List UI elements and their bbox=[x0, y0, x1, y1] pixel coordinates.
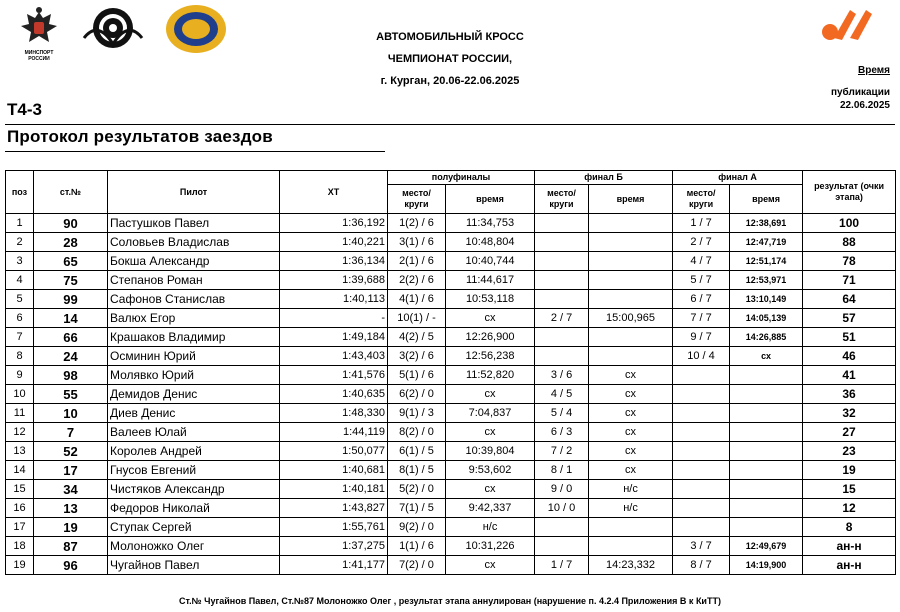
cell-fa-place bbox=[673, 366, 730, 385]
cell-pilot: Валеев Юлай bbox=[108, 423, 280, 442]
cell-fa-time: 12:47,719 bbox=[730, 233, 803, 252]
cell-fb-time: 14:23,332 bbox=[589, 556, 673, 575]
cell-fa-time: 12:53,971 bbox=[730, 271, 803, 290]
cell-start-no: 7 bbox=[34, 423, 108, 442]
col-final-b: финал Б bbox=[535, 171, 673, 185]
cell-fa-time: 14:05,139 bbox=[730, 309, 803, 328]
cell-sf-time: сх bbox=[446, 480, 535, 499]
cell-pilot: Сафонов Станислав bbox=[108, 290, 280, 309]
table-row bbox=[6, 461, 896, 480]
cell-pilot: Осминин Юрий bbox=[108, 347, 280, 366]
cell-pilot: Пастушков Павел bbox=[108, 214, 280, 233]
cell-sf-place: 2(2) / 6 bbox=[388, 271, 446, 290]
cell-result: 8 bbox=[803, 518, 896, 537]
cell-result: 100 bbox=[803, 214, 896, 233]
table-row bbox=[6, 233, 896, 252]
cell-fb-place: 1 / 7 bbox=[535, 556, 589, 575]
table-row bbox=[6, 404, 896, 423]
cell-result: 12 bbox=[803, 499, 896, 518]
cell-fa-place bbox=[673, 404, 730, 423]
cell-fa-time bbox=[730, 404, 803, 423]
cell-fb-time bbox=[589, 214, 673, 233]
cell-fb-place bbox=[535, 233, 589, 252]
cell-pilot: Степанов Роман bbox=[108, 271, 280, 290]
cell-fa-time bbox=[730, 499, 803, 518]
cell-pos: 13 bbox=[6, 442, 34, 461]
table-row bbox=[6, 252, 896, 271]
cell-xt: 1:36,134 bbox=[280, 252, 388, 271]
cell-fa-time bbox=[730, 423, 803, 442]
cell-start-no: 55 bbox=[34, 385, 108, 404]
cell-pos: 5 bbox=[6, 290, 34, 309]
cell-sf-place: 1(1) / 6 bbox=[388, 537, 446, 556]
cell-fa-time: 14:26,885 bbox=[730, 328, 803, 347]
cell-sf-place: 5(1) / 6 bbox=[388, 366, 446, 385]
cell-result: 41 bbox=[803, 366, 896, 385]
cell-sf-time: сх bbox=[446, 423, 535, 442]
table-row bbox=[6, 347, 896, 366]
cell-pilot: Королев Андрей bbox=[108, 442, 280, 461]
cell-fb-place: 10 / 0 bbox=[535, 499, 589, 518]
cell-result: 78 bbox=[803, 252, 896, 271]
cell-start-no: 65 bbox=[34, 252, 108, 271]
col-sf-time: время bbox=[446, 185, 535, 214]
cell-pilot: Молявко Юрий bbox=[108, 366, 280, 385]
cell-start-no: 99 bbox=[34, 290, 108, 309]
cell-start-no: 10 bbox=[34, 404, 108, 423]
brand-logo bbox=[820, 6, 880, 42]
cell-fb-time bbox=[589, 252, 673, 271]
cell-pilot: Чистяков Александр bbox=[108, 480, 280, 499]
cell-pos: 11 bbox=[6, 404, 34, 423]
cell-fb-place bbox=[535, 537, 589, 556]
cell-xt: - bbox=[280, 309, 388, 328]
cell-fb-time bbox=[589, 271, 673, 290]
cell-pilot: Чугайнов Павел bbox=[108, 556, 280, 575]
cell-sf-time: сх bbox=[446, 556, 535, 575]
cell-fb-place bbox=[535, 518, 589, 537]
cell-sf-place: 4(1) / 6 bbox=[388, 290, 446, 309]
cell-start-no: 17 bbox=[34, 461, 108, 480]
cell-pos: 15 bbox=[6, 480, 34, 499]
cell-sf-place: 3(2) / 6 bbox=[388, 347, 446, 366]
cell-fa-place: 4 / 7 bbox=[673, 252, 730, 271]
cell-sf-place: 7(2) / 0 bbox=[388, 556, 446, 575]
cell-pos: 18 bbox=[6, 537, 34, 556]
divider bbox=[5, 124, 895, 125]
cell-sf-time: 10:48,804 bbox=[446, 233, 535, 252]
table-row bbox=[6, 537, 896, 556]
cell-sf-time: 12:56,238 bbox=[446, 347, 535, 366]
title-underline bbox=[5, 151, 385, 152]
cell-result: 57 bbox=[803, 309, 896, 328]
cell-fa-time bbox=[730, 461, 803, 480]
cell-fb-place: 2 / 7 bbox=[535, 309, 589, 328]
cell-start-no: 90 bbox=[34, 214, 108, 233]
cell-pilot: Ступак Сергей bbox=[108, 518, 280, 537]
cell-xt: 1:40,635 bbox=[280, 385, 388, 404]
cell-xt: 1:41,177 bbox=[280, 556, 388, 575]
cell-pilot: Соловьев Владислав bbox=[108, 233, 280, 252]
cell-result: 32 bbox=[803, 404, 896, 423]
cell-fb-place: 9 / 0 bbox=[535, 480, 589, 499]
cell-pos: 16 bbox=[6, 499, 34, 518]
cell-pilot: Диев Денис bbox=[108, 404, 280, 423]
cell-fa-time bbox=[730, 385, 803, 404]
cell-result: 46 bbox=[803, 347, 896, 366]
cell-fb-place: 5 / 4 bbox=[535, 404, 589, 423]
cell-pilot: Федоров Николай bbox=[108, 499, 280, 518]
publication-date: 22.06.2025 bbox=[839, 100, 890, 111]
cell-sf-time: 12:26,900 bbox=[446, 328, 535, 347]
cell-fa-time: 14:19,900 bbox=[730, 556, 803, 575]
cell-fb-time: сх bbox=[589, 442, 673, 461]
cell-pilot: Валюх Егор bbox=[108, 309, 280, 328]
cell-sf-place: 8(2) / 0 bbox=[388, 423, 446, 442]
cell-fa-place: 7 / 7 bbox=[673, 309, 730, 328]
cell-fb-time: 15:00,965 bbox=[589, 309, 673, 328]
cell-fa-place bbox=[673, 461, 730, 480]
cell-sf-place: 9(2) / 0 bbox=[388, 518, 446, 537]
cell-pilot: Молоножко Олег bbox=[108, 537, 280, 556]
cell-fb-time bbox=[589, 290, 673, 309]
cell-result: 23 bbox=[803, 442, 896, 461]
cell-fb-time: сх bbox=[589, 423, 673, 442]
cell-xt: 1:55,761 bbox=[280, 518, 388, 537]
cell-start-no: 96 bbox=[34, 556, 108, 575]
cell-fa-place: 3 / 7 bbox=[673, 537, 730, 556]
cell-pos: 1 bbox=[6, 214, 34, 233]
table-row bbox=[6, 385, 896, 404]
cell-xt: 1:40,681 bbox=[280, 461, 388, 480]
cell-xt: 1:40,221 bbox=[280, 233, 388, 252]
cell-sf-place: 7(1) / 5 bbox=[388, 499, 446, 518]
cell-result: 64 bbox=[803, 290, 896, 309]
cell-sf-place: 8(1) / 5 bbox=[388, 461, 446, 480]
cell-start-no: 52 bbox=[34, 442, 108, 461]
cell-fa-place bbox=[673, 385, 730, 404]
cell-pilot: Бокша Александр bbox=[108, 252, 280, 271]
cell-fa-time: 12:38,691 bbox=[730, 214, 803, 233]
table-row bbox=[6, 328, 896, 347]
event-title-line-1: АВТОМОБИЛЬНЫЙ КРОСС bbox=[376, 31, 524, 43]
cell-fb-time: сх bbox=[589, 461, 673, 480]
cell-start-no: 24 bbox=[34, 347, 108, 366]
autocross-club-logo bbox=[82, 6, 144, 52]
cell-pos: 10 bbox=[6, 385, 34, 404]
cell-fa-place: 2 / 7 bbox=[673, 233, 730, 252]
cell-pos: 2 bbox=[6, 233, 34, 252]
publication-time bbox=[770, 64, 890, 112]
cell-fb-time bbox=[589, 347, 673, 366]
class-code: Т4-3 bbox=[7, 100, 42, 119]
cell-fa-time bbox=[730, 442, 803, 461]
cell-start-no: 66 bbox=[34, 328, 108, 347]
cell-pos: 12 bbox=[6, 423, 34, 442]
cell-sf-time: 10:40,744 bbox=[446, 252, 535, 271]
cell-start-no: 14 bbox=[34, 309, 108, 328]
table-row bbox=[6, 366, 896, 385]
cell-pos: 6 bbox=[6, 309, 34, 328]
cell-pos: 8 bbox=[6, 347, 34, 366]
cell-start-no: 75 bbox=[34, 271, 108, 290]
cell-sf-time: сх bbox=[446, 385, 535, 404]
cell-fb-place: 8 / 1 bbox=[535, 461, 589, 480]
table-row bbox=[6, 290, 896, 309]
cell-xt: 1:43,403 bbox=[280, 347, 388, 366]
cell-result: 71 bbox=[803, 271, 896, 290]
cell-sf-place: 6(1) / 5 bbox=[388, 442, 446, 461]
col-result: результат (очки этапа) bbox=[803, 171, 896, 214]
event-title-line-3: г. Курган, 20.06-22.06.2025 bbox=[380, 75, 520, 87]
wheel-emblem-icon bbox=[82, 6, 144, 52]
cell-fa-time bbox=[730, 366, 803, 385]
table-row bbox=[6, 271, 896, 290]
cell-fa-place: 1 / 7 bbox=[673, 214, 730, 233]
cell-start-no: 19 bbox=[34, 518, 108, 537]
cell-xt: 1:43,827 bbox=[280, 499, 388, 518]
cell-sf-place: 5(2) / 0 bbox=[388, 480, 446, 499]
table-header-row bbox=[6, 171, 896, 185]
cell-result: 88 bbox=[803, 233, 896, 252]
event-title-line-2: ЧЕМПИОНАТ РОССИИ, bbox=[387, 53, 513, 65]
col-fa-place: место/ круги bbox=[673, 185, 730, 214]
cell-fa-place: 9 / 7 bbox=[673, 328, 730, 347]
col-fb-place: место/ круги bbox=[535, 185, 589, 214]
cell-fb-time bbox=[589, 537, 673, 556]
cell-xt: 1:50,077 bbox=[280, 442, 388, 461]
cell-fa-place: 10 / 4 bbox=[673, 347, 730, 366]
federation-seal-logo bbox=[165, 4, 227, 54]
cell-fb-place bbox=[535, 328, 589, 347]
table-row bbox=[6, 309, 896, 328]
col-final-a: финал А bbox=[673, 171, 803, 185]
cell-fa-time: сх bbox=[730, 347, 803, 366]
cell-pilot: Демидов Денис bbox=[108, 385, 280, 404]
cell-xt: 1:48,330 bbox=[280, 404, 388, 423]
cell-fa-time: 12:49,679 bbox=[730, 537, 803, 556]
cell-pilot: Гнусов Евгений bbox=[108, 461, 280, 480]
cell-fb-time: н/с bbox=[589, 480, 673, 499]
publication-time-label: Время bbox=[858, 65, 890, 76]
cell-fb-time: н/с bbox=[589, 499, 673, 518]
cell-sf-place: 6(2) / 0 bbox=[388, 385, 446, 404]
cell-pilot: Крашаков Владимир bbox=[108, 328, 280, 347]
cell-fa-place bbox=[673, 499, 730, 518]
table-row bbox=[6, 480, 896, 499]
cell-fa-place bbox=[673, 423, 730, 442]
cell-xt: 1:40,181 bbox=[280, 480, 388, 499]
cell-sf-place: 10(1) / - bbox=[388, 309, 446, 328]
cell-start-no: 98 bbox=[34, 366, 108, 385]
cell-fb-place: 3 / 6 bbox=[535, 366, 589, 385]
cell-fb-time bbox=[589, 328, 673, 347]
cell-sf-time: сх bbox=[446, 309, 535, 328]
cell-fa-time: 12:51,174 bbox=[730, 252, 803, 271]
cell-xt: 1:44,119 bbox=[280, 423, 388, 442]
col-pos: поз bbox=[6, 171, 34, 214]
cell-result: ан-н bbox=[803, 556, 896, 575]
cell-fa-time: 13:10,149 bbox=[730, 290, 803, 309]
cell-sf-time: 11:34,753 bbox=[446, 214, 535, 233]
cell-fb-time bbox=[589, 233, 673, 252]
cell-fb-time bbox=[589, 518, 673, 537]
cell-fb-place bbox=[535, 290, 589, 309]
seal-icon bbox=[165, 4, 227, 54]
cell-start-no: 34 bbox=[34, 480, 108, 499]
cell-xt: 1:36,192 bbox=[280, 214, 388, 233]
results-table bbox=[5, 170, 896, 575]
cell-xt: 1:41,576 bbox=[280, 366, 388, 385]
page-title: Протокол результатов заездов bbox=[7, 127, 273, 146]
cell-result: 36 bbox=[803, 385, 896, 404]
minsport-logo bbox=[17, 6, 61, 62]
cell-result: ан-н bbox=[803, 537, 896, 556]
cell-result: 27 bbox=[803, 423, 896, 442]
cell-xt: 1:49,184 bbox=[280, 328, 388, 347]
minsport-logo-text: МИНСПОРТ РОССИИ bbox=[24, 50, 54, 62]
cell-pos: 19 bbox=[6, 556, 34, 575]
brand-mark-icon bbox=[820, 6, 880, 42]
table-row bbox=[6, 518, 896, 537]
cell-fb-place bbox=[535, 271, 589, 290]
col-pilot: Пилот bbox=[108, 171, 280, 214]
cell-sf-time: н/с bbox=[446, 518, 535, 537]
cell-sf-time: 10:31,226 bbox=[446, 537, 535, 556]
cell-fa-place: 6 / 7 bbox=[673, 290, 730, 309]
publication-label: публикации bbox=[830, 87, 890, 98]
cell-start-no: 13 bbox=[34, 499, 108, 518]
cell-fa-place bbox=[673, 480, 730, 499]
cell-pos: 14 bbox=[6, 461, 34, 480]
cell-xt: 1:40,113 bbox=[280, 290, 388, 309]
col-sf-place: место/ круги bbox=[388, 185, 446, 214]
cell-sf-place: 4(2) / 5 bbox=[388, 328, 446, 347]
cell-fa-time bbox=[730, 480, 803, 499]
table-row bbox=[6, 423, 896, 442]
cell-sf-time: 10:53,118 bbox=[446, 290, 535, 309]
cell-fb-time: сх bbox=[589, 366, 673, 385]
cell-fb-place bbox=[535, 252, 589, 271]
col-fb-time: время bbox=[589, 185, 673, 214]
cell-fb-place: 7 / 2 bbox=[535, 442, 589, 461]
cell-sf-time: 11:44,617 bbox=[446, 271, 535, 290]
eagle-emblem-icon bbox=[17, 6, 61, 50]
cell-fb-place: 4 / 5 bbox=[535, 385, 589, 404]
event-title bbox=[300, 26, 600, 92]
cell-sf-time: 9:53,602 bbox=[446, 461, 535, 480]
cell-pos: 4 bbox=[6, 271, 34, 290]
cell-fb-place bbox=[535, 214, 589, 233]
cell-fb-place bbox=[535, 347, 589, 366]
cell-xt: 1:37,275 bbox=[280, 537, 388, 556]
cell-fb-place: 6 / 3 bbox=[535, 423, 589, 442]
cell-pos: 3 bbox=[6, 252, 34, 271]
cell-fb-time: сх bbox=[589, 404, 673, 423]
cell-sf-place: 3(1) / 6 bbox=[388, 233, 446, 252]
cell-sf-time: 10:39,804 bbox=[446, 442, 535, 461]
cell-fa-place bbox=[673, 518, 730, 537]
cell-fa-place: 8 / 7 bbox=[673, 556, 730, 575]
cell-result: 51 bbox=[803, 328, 896, 347]
cell-sf-time: 11:52,820 bbox=[446, 366, 535, 385]
cell-sf-time: 7:04,837 bbox=[446, 404, 535, 423]
cell-pos: 17 bbox=[6, 518, 34, 537]
col-start-no: ст.№ bbox=[34, 171, 108, 214]
footnote: Ст.№ Чугайнов Павел, Ст.№87 Молоножко Олег , результат этапа аннулирован (нарушение п. 4.2.4 Приложения В к КиТТ) bbox=[179, 596, 721, 606]
cell-fb-time: сх bbox=[589, 385, 673, 404]
cell-sf-place: 2(1) / 6 bbox=[388, 252, 446, 271]
table-row bbox=[6, 556, 896, 575]
cell-pos: 7 bbox=[6, 328, 34, 347]
table-row bbox=[6, 499, 896, 518]
table-row bbox=[6, 214, 896, 233]
cell-sf-place: 9(1) / 3 bbox=[388, 404, 446, 423]
cell-result: 19 bbox=[803, 461, 896, 480]
cell-sf-place: 1(2) / 6 bbox=[388, 214, 446, 233]
table-row bbox=[6, 442, 896, 461]
cell-result: 15 bbox=[803, 480, 896, 499]
cell-start-no: 28 bbox=[34, 233, 108, 252]
cell-fa-place: 5 / 7 bbox=[673, 271, 730, 290]
cell-xt: 1:39,688 bbox=[280, 271, 388, 290]
col-fa-time: время bbox=[730, 185, 803, 214]
cell-start-no: 87 bbox=[34, 537, 108, 556]
cell-sf-time: 9:42,337 bbox=[446, 499, 535, 518]
col-xt: XT bbox=[280, 171, 388, 214]
cell-pos: 9 bbox=[6, 366, 34, 385]
cell-fa-place bbox=[673, 442, 730, 461]
cell-fa-time bbox=[730, 518, 803, 537]
col-semifinals: полуфиналы bbox=[388, 171, 535, 185]
